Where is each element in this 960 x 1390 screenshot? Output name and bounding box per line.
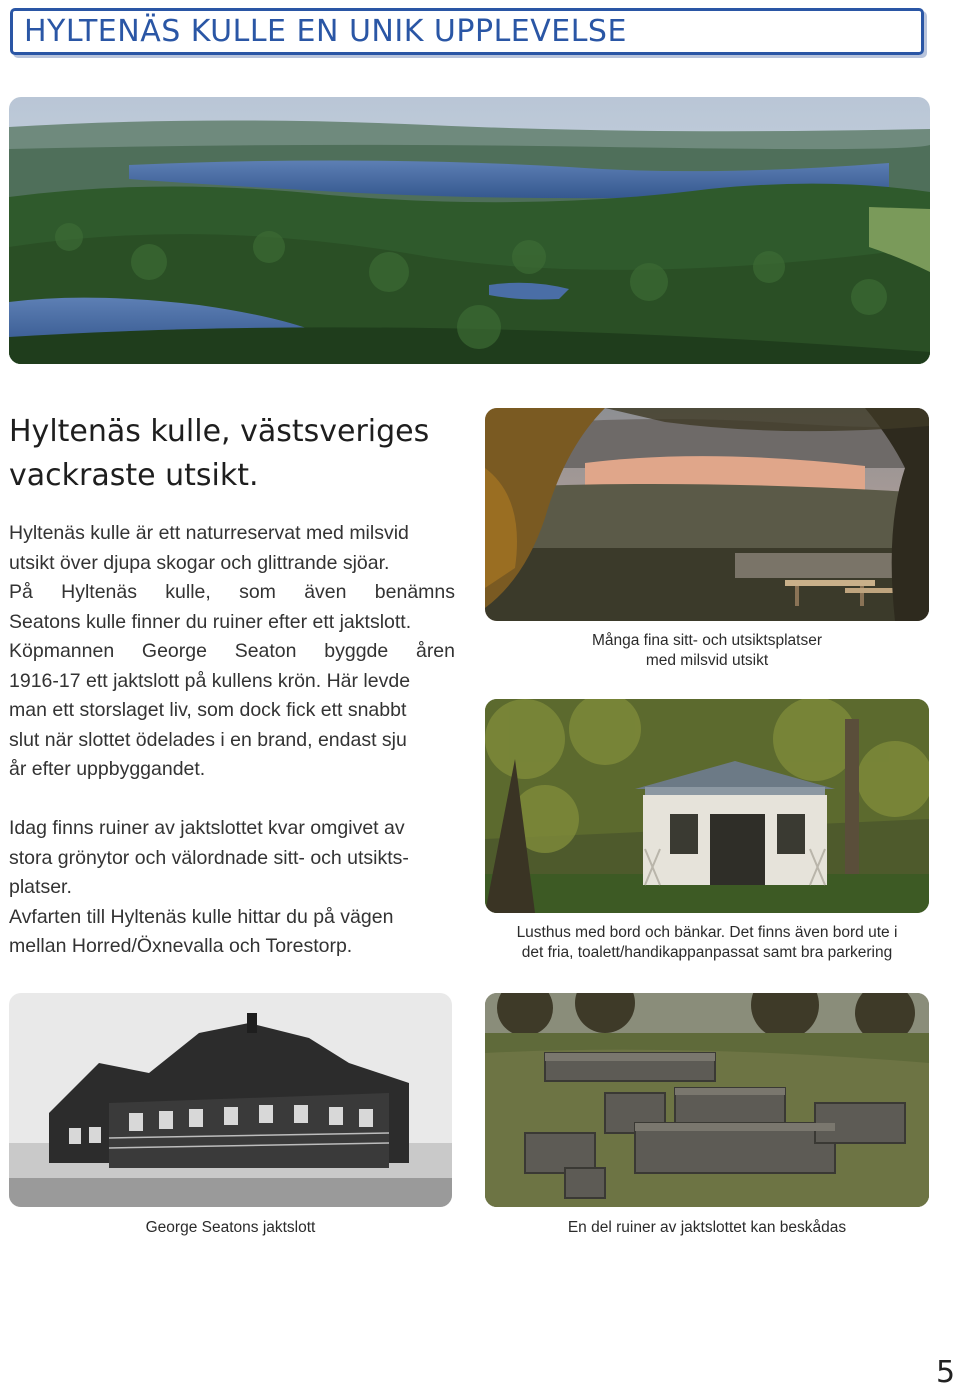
intro-paragraph (9, 519, 455, 785)
article-heading (9, 410, 469, 498)
paragraph-line: slut när slottet ödelades i en brand, endast sju (9, 728, 407, 751)
paragraph-line: Hyltenäs kulle är ett naturreservat med milsvid (9, 522, 409, 544)
caption-line: med milsvid utsikt (645, 652, 769, 669)
paragraph-line: 1916-17 ett jaktslott på kullens krön. Här levde (9, 669, 411, 692)
caption-line: Lusthus med bord och bänkar. Det finns även bord ute i (516, 924, 898, 941)
page-number: 5 (936, 1355, 956, 1390)
pavilion-caption (485, 923, 929, 963)
paragraph-line: man ett storslaget liv, som dock fick ett snabbt (9, 699, 407, 721)
lake-panorama-photo (9, 97, 930, 364)
paragraph-line: På Hyltenäs kulle, som även benämns (9, 581, 455, 603)
caption-line: Många fina sitt- och utsiktsplatser (591, 632, 823, 649)
paragraph-line: utsikt över djupa skogar och glittrande sjöar. (9, 551, 390, 574)
page-title: HYLTENÄS KULLE EN UNIK UPPLEVELSE (24, 14, 627, 49)
paragraph-line: platser. (9, 876, 72, 898)
caption-line: det fria, toalett/handikappanpassat samt bra parkering (521, 944, 893, 961)
paragraph-line: mellan Horred/Öxnevalla och Torestorp. (9, 935, 353, 957)
heading-line: vackraste utsikt. (9, 458, 259, 493)
hunting-lodge-caption: George Seatons jaktslott (145, 1219, 316, 1236)
heading-line: Hyltenäs kulle, västsveriges (9, 414, 430, 449)
directions-paragraph (9, 814, 455, 962)
pavilion-photo (485, 699, 929, 913)
paragraph-line: Köpmannen George Seaton byggde åren (9, 640, 455, 662)
ruins-caption: En del ruiner av jaktslottet kan beskådas (567, 1219, 847, 1236)
paragraph-line: Avfarten till Hyltenäs kulle hittar du på vägen (9, 905, 394, 928)
paragraph-line: Idag finns ruiner av jaktslottet kvar omgivet av (9, 817, 405, 839)
hunting-lodge-photo (9, 993, 452, 1207)
paragraph-line: år efter uppbyggandet. (9, 758, 206, 780)
paragraph-line: stora grönytor och välordnade sitt- och utsikts- (9, 846, 409, 869)
paragraph-line: Seatons kulle finner du ruiner efter ett jaktslott. (9, 610, 412, 633)
viewpoint-caption (485, 631, 929, 671)
ruins-photo (485, 993, 929, 1207)
viewpoint-photo (485, 408, 929, 621)
